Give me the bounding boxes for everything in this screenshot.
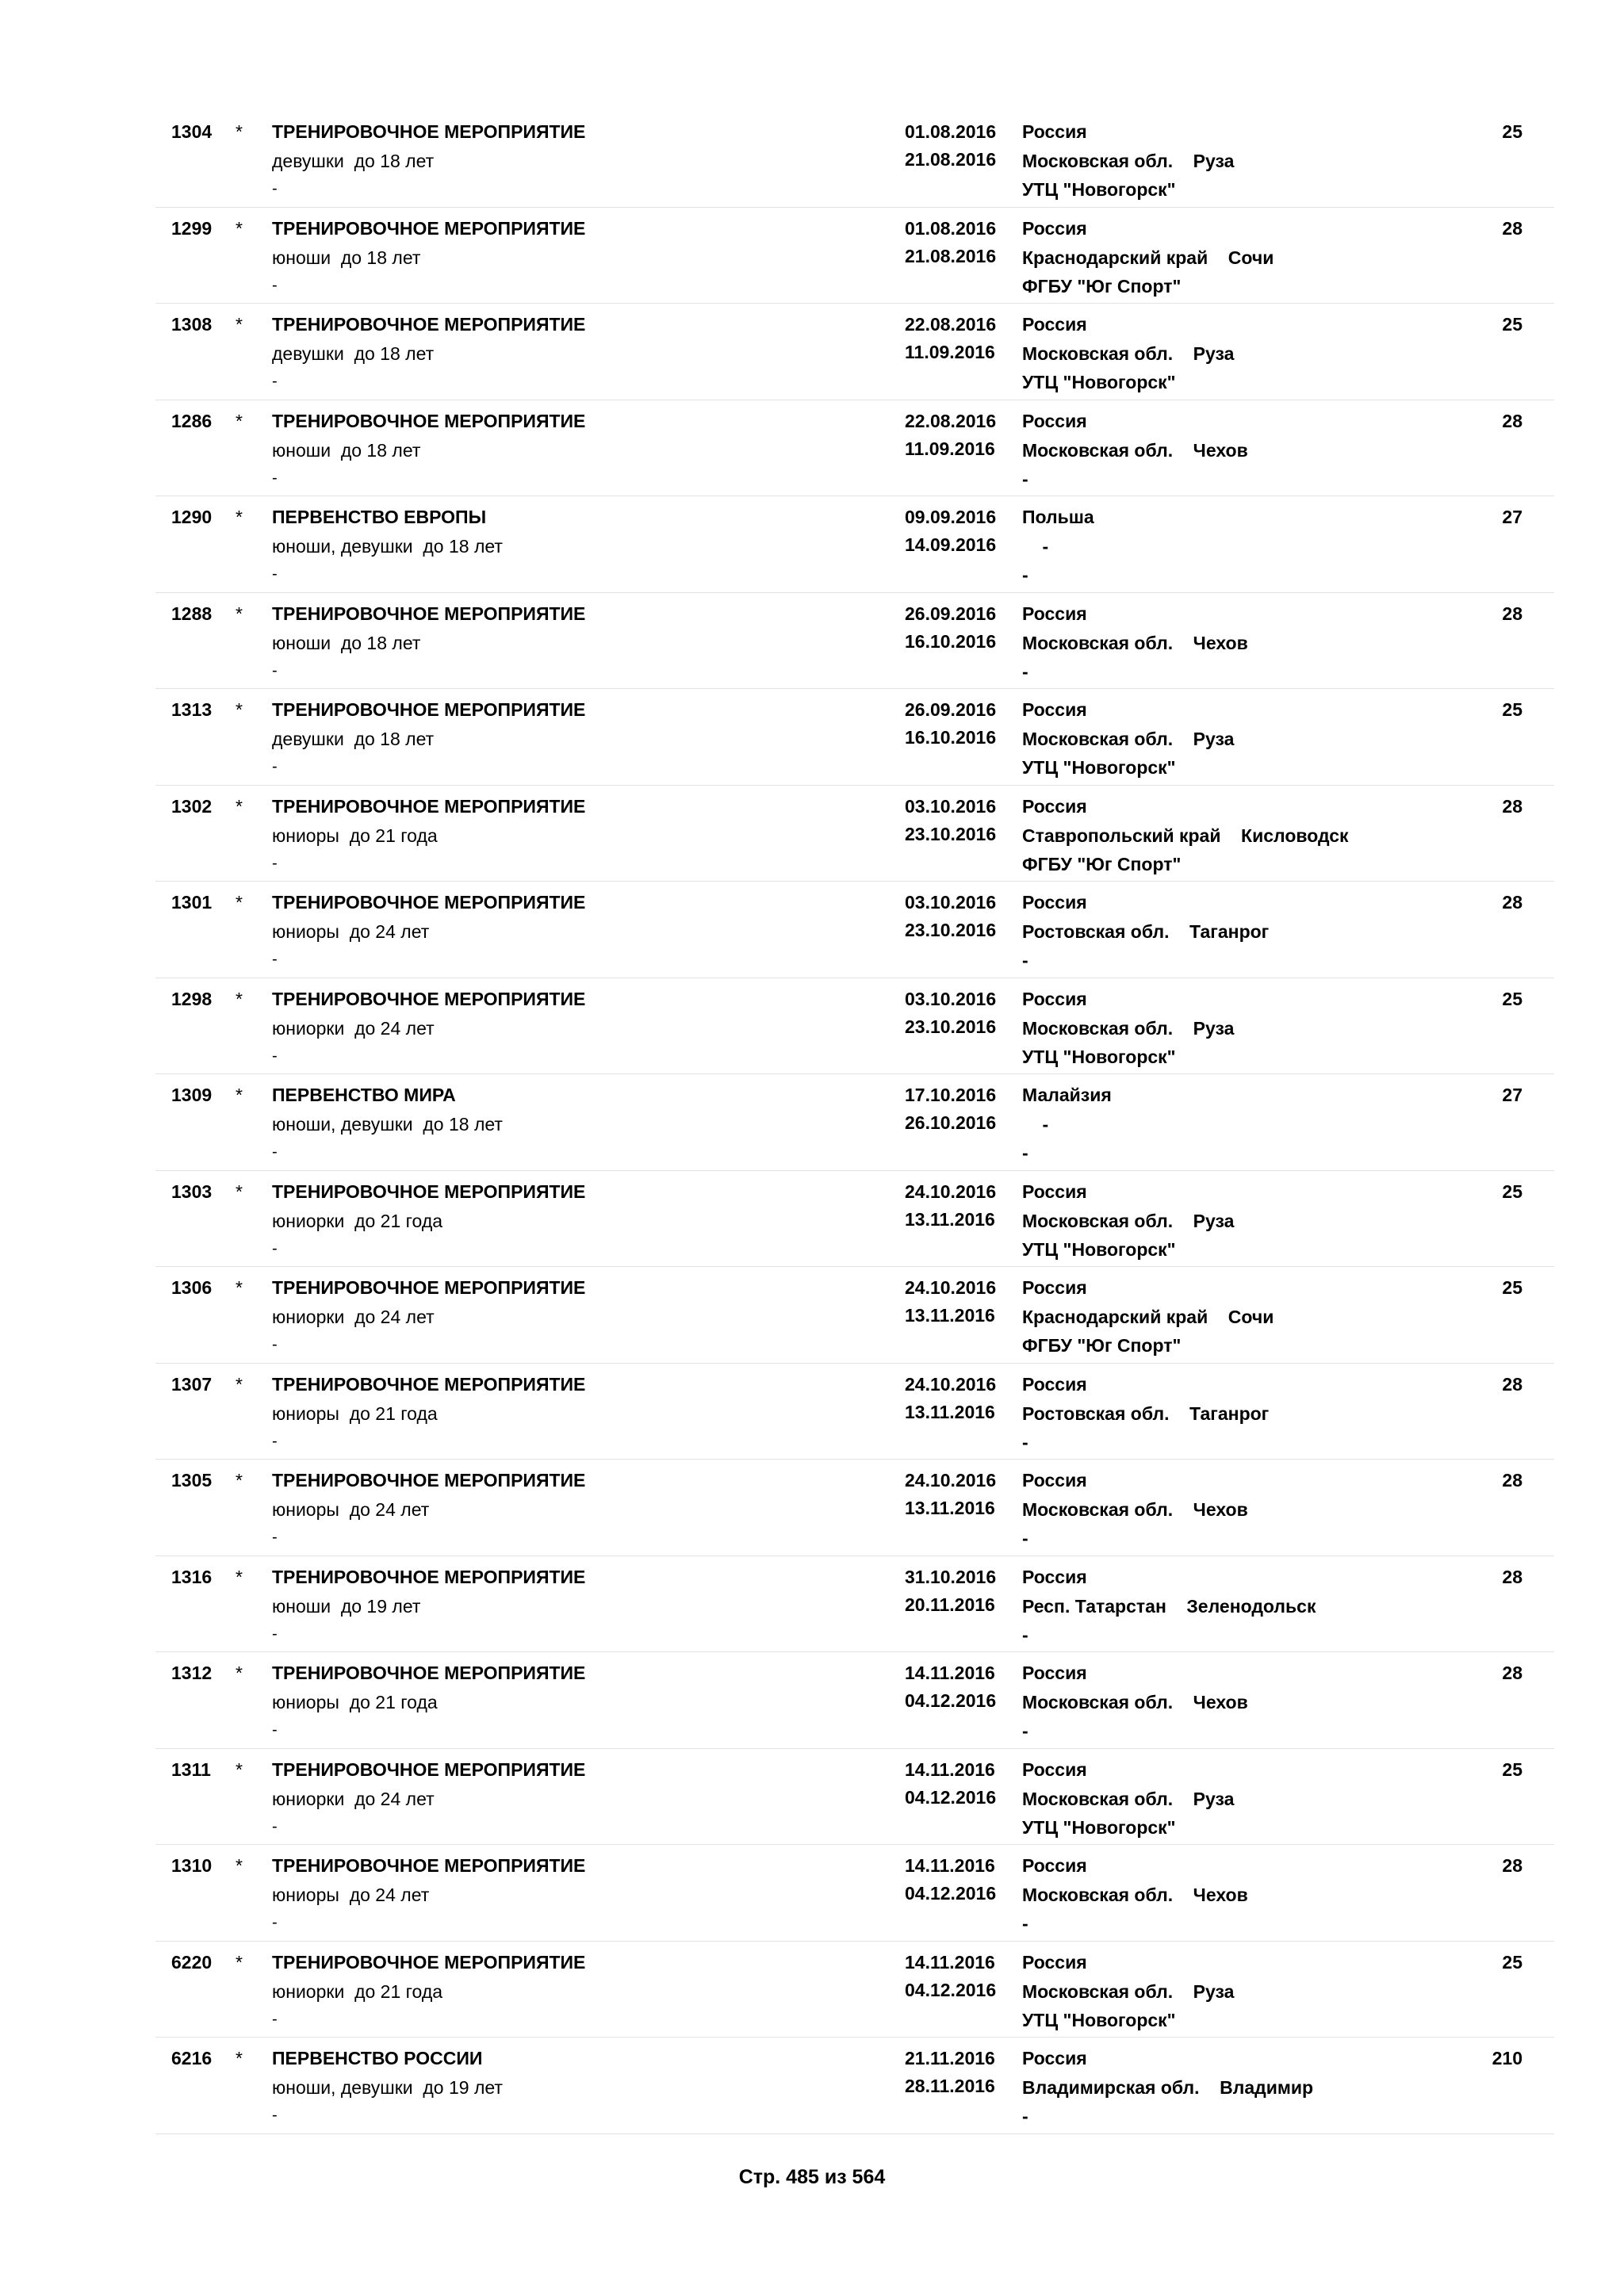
event-group: юниоры до 21 года: [272, 1402, 438, 1424]
event-venue: -: [1022, 1528, 1028, 1548]
date-start: 22.08.2016: [905, 410, 997, 431]
date-start: 14.11.2016: [905, 1855, 995, 1876]
event-id: 1313: [171, 699, 213, 720]
table-row: [155, 978, 1554, 1075]
star-marker: *: [236, 1855, 243, 1876]
table-row: [155, 1267, 1554, 1364]
event-title: ТРЕНИРОВОЧНОЕ МЕРОПРИЯТИЕ: [272, 892, 586, 913]
event-venue: -: [1022, 1913, 1028, 1934]
date-start: 26.09.2016: [905, 603, 997, 624]
event-venue: УТЦ "Новогорск": [1022, 1816, 1176, 1838]
table-row: [155, 1652, 1554, 1749]
participant-count: 25: [1502, 699, 1522, 720]
date-end: 11.09.2016: [905, 342, 995, 362]
date-start: 31.10.2016: [905, 1566, 997, 1587]
event-country: Россия: [1022, 1951, 1087, 1973]
event-group: юноши до 19 лет: [272, 1595, 421, 1617]
event-title: ТРЕНИРОВОЧНОЕ МЕРОПРИЯТИЕ: [272, 121, 586, 142]
event-id: 1310: [171, 1855, 213, 1876]
date-start: 03.10.2016: [905, 988, 997, 1009]
event-venue: -: [1022, 950, 1028, 970]
star-marker: *: [236, 1277, 243, 1298]
star-marker: *: [236, 121, 243, 142]
event-venue: -: [1022, 1142, 1028, 1163]
event-id: 1299: [171, 217, 213, 239]
date-end: 20.11.2016: [905, 1594, 995, 1615]
event-venue: -: [1022, 660, 1028, 682]
event-venue: УТЦ "Новогорск": [1022, 757, 1176, 778]
event-group: юниорки до 21 года: [272, 1980, 443, 2002]
participant-count: 25: [1502, 988, 1522, 1009]
date-end: 13.11.2016: [905, 1305, 995, 1326]
event-region: Московская обл. Чехов: [1022, 1499, 1248, 1520]
event-country: Россия: [1022, 892, 1087, 913]
event-title: ТРЕНИРОВОЧНОЕ МЕРОПРИЯТИЕ: [272, 1181, 586, 1202]
event-id: 1306: [171, 1277, 213, 1298]
date-end: 04.12.2016: [905, 1786, 997, 1808]
event-venue: -: [1022, 468, 1028, 489]
event-note: -: [272, 1336, 278, 1353]
event-country: Малайзия: [1022, 1085, 1112, 1105]
event-id: 1286: [171, 410, 213, 431]
event-country: Россия: [1022, 1181, 1087, 1202]
event-country: Польша: [1022, 507, 1094, 527]
table-row: [155, 1171, 1554, 1268]
participant-count: 28: [1502, 1373, 1522, 1395]
participant-count: 28: [1502, 1663, 1522, 1683]
date-start: 14.11.2016: [905, 1951, 995, 1973]
participant-count: 28: [1502, 1855, 1522, 1876]
event-note: -: [272, 1143, 278, 1161]
participant-count: 25: [1502, 1181, 1522, 1202]
participant-count: 25: [1502, 1758, 1522, 1780]
table-row: [155, 689, 1554, 786]
event-region: Респ. Татарстан Зеленодольск: [1022, 1595, 1316, 1617]
table-row: [155, 304, 1554, 400]
event-region: -: [1022, 1114, 1049, 1135]
table-row: [155, 1460, 1554, 1556]
participant-count: 28: [1502, 892, 1522, 913]
event-group: юноши, девушки до 19 лет: [272, 2077, 503, 2098]
event-region: Ставропольский край Кисловодск: [1022, 825, 1349, 846]
page-number: Стр. 485 из 564: [738, 2166, 886, 2188]
event-title: ТРЕНИРОВОЧНОЕ МЕРОПРИЯТИЕ: [272, 699, 586, 720]
event-id: 1298: [171, 988, 213, 1009]
event-id: 1301: [171, 892, 213, 913]
table-row: [155, 1942, 1554, 2038]
date-end: 16.10.2016: [905, 630, 997, 652]
event-country: Россия: [1022, 1663, 1087, 1683]
star-marker: *: [236, 795, 243, 817]
event-id: 1288: [171, 603, 213, 624]
event-title: ТРЕНИРОВОЧНОЕ МЕРОПРИЯТИЕ: [272, 1373, 586, 1395]
star-marker: *: [236, 1758, 243, 1780]
event-country: Россия: [1022, 1758, 1087, 1780]
event-note: -: [272, 1432, 278, 1450]
event-title: ПЕРВЕНСТВО ЕВРОПЫ: [272, 507, 487, 527]
event-title: ТРЕНИРОВОЧНОЕ МЕРОПРИЯТИЕ: [272, 1855, 586, 1876]
event-region: Московская обл. Чехов: [1022, 439, 1248, 461]
event-group: юниоры до 21 года: [272, 825, 438, 846]
star-marker: *: [236, 699, 243, 720]
event-id: 6216: [171, 2048, 213, 2068]
date-end: 21.08.2016: [905, 245, 997, 266]
event-region: Московская обл. Руза: [1022, 1788, 1235, 1809]
event-id: 1307: [171, 1373, 213, 1395]
event-id: 1290: [171, 507, 213, 527]
event-title: ТРЕНИРОВОЧНОЕ МЕРОПРИЯТИЕ: [272, 1470, 586, 1490]
event-note: -: [272, 1817, 278, 1835]
event-venue: -: [1022, 1720, 1028, 1741]
event-note: -: [272, 373, 278, 390]
event-group: юниорки до 21 года: [272, 1210, 443, 1231]
date-end: 13.11.2016: [905, 1401, 995, 1422]
date-end: 23.10.2016: [905, 823, 997, 844]
date-start: 03.10.2016: [905, 795, 997, 817]
event-note: -: [272, 2010, 278, 2028]
event-venue: -: [1022, 564, 1028, 585]
event-group: юноши до 18 лет: [272, 439, 421, 461]
participant-count: 28: [1502, 603, 1522, 624]
table-row: [155, 496, 1554, 593]
event-title: ТРЕНИРОВОЧНОЕ МЕРОПРИЯТИЕ: [272, 795, 586, 817]
event-id: 1309: [171, 1085, 213, 1105]
event-note: -: [272, 1721, 278, 1739]
star-marker: *: [236, 2048, 243, 2068]
participant-count: 28: [1502, 1470, 1522, 1490]
date-end: 16.10.2016: [905, 727, 997, 748]
event-country: Россия: [1022, 1566, 1087, 1587]
event-region: Московская обл. Чехов: [1022, 1885, 1248, 1905]
event-group: юниоры до 24 лет: [272, 1499, 430, 1520]
star-marker: *: [236, 988, 243, 1009]
date-end: 23.10.2016: [905, 1016, 997, 1037]
event-note: -: [272, 661, 278, 679]
participant-count: 25: [1502, 1951, 1522, 1973]
event-region: Московская обл. Руза: [1022, 1210, 1235, 1231]
star-marker: *: [236, 1566, 243, 1587]
event-id: 1303: [171, 1181, 213, 1202]
date-end: 13.11.2016: [905, 1498, 995, 1518]
event-country: Россия: [1022, 603, 1087, 624]
event-group: юниорки до 24 лет: [272, 1017, 435, 1039]
event-country: Россия: [1022, 795, 1087, 817]
event-country: Россия: [1022, 988, 1087, 1009]
event-id: 1308: [171, 314, 213, 335]
event-region: Московская обл. Чехов: [1022, 632, 1248, 653]
participant-count: 25: [1502, 1277, 1522, 1298]
event-id: 6220: [171, 1951, 213, 1973]
event-title: ТРЕНИРОВОЧНОЕ МЕРОПРИЯТИЕ: [272, 1277, 586, 1298]
participant-count: 28: [1502, 1566, 1522, 1587]
event-note: -: [272, 1239, 278, 1257]
event-list: [155, 111, 1554, 2134]
table-row: [155, 111, 1554, 208]
date-start: 01.08.2016: [905, 121, 997, 142]
table-row: [155, 1364, 1554, 1460]
event-country: Россия: [1022, 217, 1087, 239]
event-group: юниорки до 24 лет: [272, 1307, 435, 1327]
event-group: юниорки до 24 лет: [272, 1788, 435, 1809]
event-title: ТРЕНИРОВОЧНОЕ МЕРОПРИЯТИЕ: [272, 1758, 586, 1780]
table-row: [155, 1556, 1554, 1653]
event-region: Московская обл. Руза: [1022, 1017, 1235, 1039]
event-venue: УТЦ "Новогорск": [1022, 179, 1176, 200]
event-country: Россия: [1022, 1277, 1087, 1298]
event-group: юноши до 18 лет: [272, 632, 421, 653]
participant-count: 28: [1502, 217, 1522, 239]
star-marker: *: [236, 603, 243, 624]
event-title: ТРЕНИРОВОЧНОЕ МЕРОПРИЯТИЕ: [272, 603, 586, 624]
star-marker: *: [236, 507, 243, 527]
date-end: 04.12.2016: [905, 1883, 997, 1904]
participant-count: 28: [1502, 795, 1522, 817]
event-note: -: [272, 951, 278, 968]
star-marker: *: [236, 1181, 243, 1202]
participant-count: 25: [1502, 314, 1522, 335]
table-row: [155, 400, 1554, 497]
event-region: Ростовская обл. Таганрог: [1022, 921, 1270, 942]
event-country: Россия: [1022, 314, 1087, 335]
star-marker: *: [236, 1085, 243, 1105]
event-title: ТРЕНИРОВОЧНОЕ МЕРОПРИЯТИЕ: [272, 217, 586, 239]
date-end: 14.09.2016: [905, 534, 997, 555]
table-row: [155, 208, 1554, 304]
event-venue: -: [1022, 1624, 1028, 1645]
event-venue: ФГБУ "Юг Спорт": [1022, 1335, 1182, 1356]
date-end: 13.11.2016: [905, 1208, 995, 1230]
table-row: [155, 2038, 1554, 2134]
event-title: ТРЕНИРОВОЧНОЕ МЕРОПРИЯТИЕ: [272, 1566, 586, 1587]
event-note: -: [272, 1047, 278, 1065]
event-title: ТРЕНИРОВОЧНОЕ МЕРОПРИЯТИЕ: [272, 988, 586, 1009]
table-row: [155, 1074, 1554, 1171]
star-marker: *: [236, 1951, 243, 1973]
star-marker: *: [236, 217, 243, 239]
table-row: [155, 1749, 1554, 1846]
star-marker: *: [236, 1373, 243, 1395]
event-country: Россия: [1022, 121, 1087, 142]
event-note: -: [272, 854, 278, 872]
date-start: 24.10.2016: [905, 1373, 997, 1395]
event-title: ТРЕНИРОВОЧНОЕ МЕРОПРИЯТИЕ: [272, 1663, 586, 1683]
event-venue: -: [1022, 2106, 1028, 2126]
event-region: Ростовская обл. Таганрог: [1022, 1402, 1270, 1424]
event-note: -: [272, 2107, 278, 2124]
date-start: 14.11.2016: [905, 1758, 995, 1780]
event-group: девушки до 18 лет: [272, 729, 435, 749]
event-venue: УТЦ "Новогорск": [1022, 2009, 1176, 2030]
event-region: Московская обл. Руза: [1022, 343, 1235, 364]
event-country: Россия: [1022, 1855, 1087, 1876]
event-group: юноши, девушки до 18 лет: [272, 1114, 503, 1135]
date-start: 21.11.2016: [905, 2048, 995, 2068]
date-start: 24.10.2016: [905, 1181, 997, 1202]
date-start: 22.08.2016: [905, 314, 997, 335]
event-country: Россия: [1022, 410, 1087, 431]
date-end: 04.12.2016: [905, 1690, 997, 1711]
event-note: -: [272, 1529, 278, 1546]
star-marker: *: [236, 1663, 243, 1683]
event-group: юниоры до 21 года: [272, 1692, 438, 1712]
event-country: Россия: [1022, 1470, 1087, 1490]
event-venue: УТЦ "Новогорск": [1022, 1238, 1176, 1260]
event-note: -: [272, 758, 278, 775]
date-start: 01.08.2016: [905, 217, 997, 239]
table-row: [155, 593, 1554, 690]
star-marker: *: [236, 410, 243, 431]
event-region: Московская обл. Руза: [1022, 151, 1235, 171]
event-venue: ФГБУ "Юг Спорт": [1022, 275, 1182, 297]
participant-count: 25: [1502, 121, 1522, 142]
event-venue: УТЦ "Новогорск": [1022, 372, 1176, 392]
event-note: -: [272, 180, 278, 197]
event-group: юноши до 18 лет: [272, 247, 421, 268]
date-start: 17.10.2016: [905, 1085, 997, 1105]
event-region: Краснодарский край Сочи: [1022, 1307, 1274, 1327]
date-start: 09.09.2016: [905, 507, 997, 527]
event-title: ТРЕНИРОВОЧНОЕ МЕРОПРИЯТИЕ: [272, 410, 586, 431]
event-country: Россия: [1022, 2048, 1087, 2068]
star-marker: *: [236, 314, 243, 335]
date-end: 26.10.2016: [905, 1112, 997, 1133]
event-title: ТРЕНИРОВОЧНОЕ МЕРОПРИЯТИЕ: [272, 1951, 586, 1973]
event-note: -: [272, 276, 278, 294]
participant-count: 27: [1502, 507, 1522, 527]
event-note: -: [272, 565, 278, 583]
event-note: -: [272, 1624, 278, 1643]
event-venue: УТЦ "Новогорск": [1022, 1046, 1176, 1067]
event-venue: ФГБУ "Юг Спорт": [1022, 853, 1182, 874]
event-note: -: [272, 1914, 278, 1931]
participant-count: 28: [1502, 410, 1522, 431]
event-id: 1304: [171, 121, 213, 142]
participant-count: 210: [1492, 2048, 1522, 2068]
event-id: 1311: [171, 1758, 211, 1780]
event-title: ПЕРВЕНСТВО РОССИИ: [272, 2048, 483, 2068]
event-region: Московская обл. Руза: [1022, 1980, 1235, 2002]
event-group: юноши, девушки до 18 лет: [272, 536, 503, 557]
event-note: -: [272, 469, 278, 487]
event-id: 1302: [171, 795, 213, 817]
date-end: 04.12.2016: [905, 1979, 997, 2000]
date-end: 23.10.2016: [905, 920, 997, 940]
table-row: [155, 882, 1554, 978]
event-venue: -: [1022, 1431, 1028, 1452]
event-group: юниоры до 24 лет: [272, 921, 430, 942]
date-start: 24.10.2016: [905, 1277, 997, 1298]
date-start: 24.10.2016: [905, 1470, 997, 1490]
table-row: [155, 786, 1554, 882]
event-region: -: [1022, 536, 1049, 557]
date-end: 11.09.2016: [905, 438, 995, 459]
date-start: 03.10.2016: [905, 892, 997, 913]
event-region: Московская обл. Руза: [1022, 729, 1235, 749]
table-row: [155, 1845, 1554, 1942]
date-end: 28.11.2016: [905, 2076, 995, 2096]
event-title: ТРЕНИРОВОЧНОЕ МЕРОПРИЯТИЕ: [272, 314, 586, 335]
date-end: 21.08.2016: [905, 149, 997, 170]
event-id: 1312: [171, 1663, 213, 1683]
event-country: Россия: [1022, 699, 1087, 720]
event-region: Краснодарский край Сочи: [1022, 247, 1274, 268]
event-id: 1316: [171, 1566, 213, 1587]
event-region: Владимирская обл. Владимир: [1022, 2077, 1314, 2098]
event-title: ПЕРВЕНСТВО МИРА: [272, 1085, 456, 1105]
star-marker: *: [236, 1470, 243, 1490]
event-group: девушки до 18 лет: [272, 343, 435, 364]
date-start: 26.09.2016: [905, 699, 997, 720]
participant-count: 27: [1502, 1085, 1522, 1105]
event-group: юниоры до 24 лет: [272, 1885, 430, 1905]
event-country: Россия: [1022, 1373, 1087, 1395]
event-id: 1305: [171, 1470, 213, 1490]
date-start: 14.11.2016: [905, 1663, 995, 1683]
star-marker: *: [236, 892, 243, 913]
event-region: Московская обл. Чехов: [1022, 1692, 1248, 1712]
event-group: девушки до 18 лет: [272, 151, 435, 171]
